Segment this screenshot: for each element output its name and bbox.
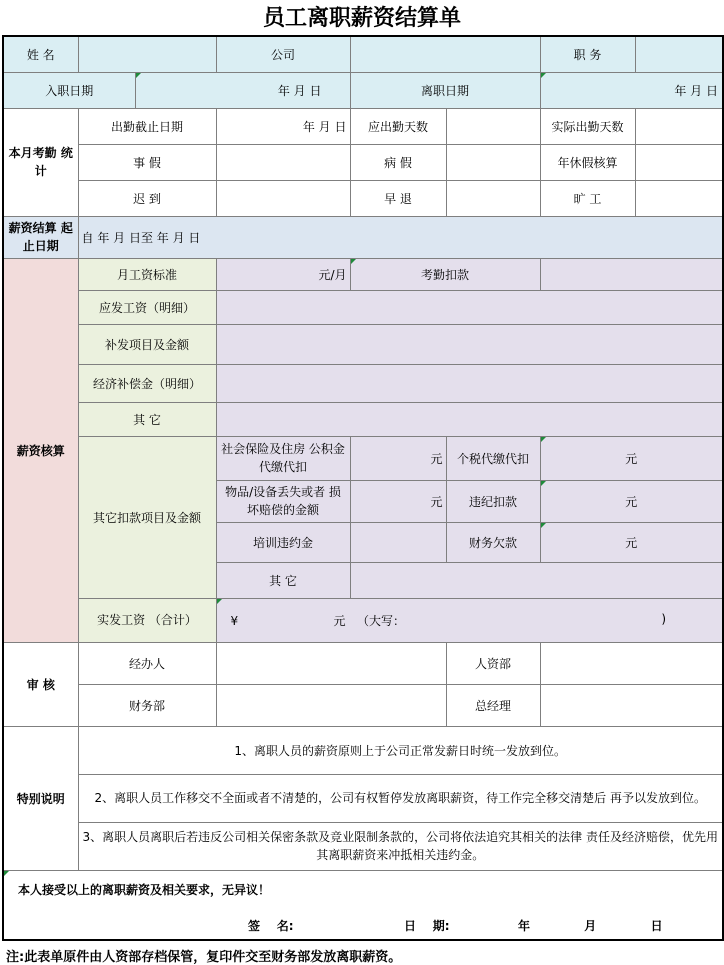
hr-label: 人资部 xyxy=(446,642,540,684)
other-deduct-label: 其它扣款项目及金额 xyxy=(78,436,216,598)
due-days-value[interactable] xyxy=(446,108,540,144)
name-value[interactable] xyxy=(78,36,216,72)
leave-date-label: 离职日期 xyxy=(350,72,540,108)
note-3: 3、离职人员离职后若违反公司相关保密条款及竞业限制条款的，公司将依法追究其相关的法律 责任及经济赔偿，优先用其离职薪资来冲抵相关违约金。 xyxy=(78,822,723,870)
notes-section-label: 特别说明 xyxy=(3,726,78,870)
position-label: 职 务 xyxy=(540,36,635,72)
period-value[interactable]: 自 年 月 日至 年 月 日 xyxy=(78,216,723,258)
net-pay-amount: ¥ 元 （大写： xyxy=(230,613,405,628)
supplement-value[interactable] xyxy=(216,324,723,364)
finance-value[interactable] xyxy=(216,684,446,726)
training-value[interactable] xyxy=(350,522,446,562)
personal-leave-value[interactable] xyxy=(216,144,350,180)
late-label: 迟 到 xyxy=(78,180,216,216)
monthly-std-value[interactable]: 元/月 xyxy=(216,258,350,290)
late-value[interactable] xyxy=(216,180,350,216)
compensation-label: 经济补偿金（明细） xyxy=(78,364,216,402)
early-leave-label: 早 退 xyxy=(350,180,446,216)
early-leave-value[interactable] xyxy=(446,180,540,216)
actual-days-label: 实际出勤天数 xyxy=(540,108,635,144)
gm-label: 总经理 xyxy=(446,684,540,726)
goods-label: 物品/设备丢失或者 损坏赔偿的金额 xyxy=(216,480,350,522)
name-label: 姓 名 xyxy=(3,36,78,72)
footer-note: 注:此表单原件由人资部存档保管，复印件交至财务部发放离职薪资。 xyxy=(6,950,402,965)
acceptance-text: 本人接受以上的离职薪资及相关要求，无异议！ xyxy=(18,882,271,897)
gm-value[interactable] xyxy=(540,684,723,726)
acceptance-block xyxy=(3,870,723,940)
join-date-label: 入职日期 xyxy=(3,72,135,108)
net-pay-label: 实发工资 （合计） xyxy=(78,598,216,642)
monthly-std-label: 月工资标准 xyxy=(78,258,216,290)
discipline-label: 违纪扣款 xyxy=(446,480,540,522)
due-days-label: 应出勤天数 xyxy=(350,108,446,144)
compensation-value[interactable] xyxy=(216,364,723,402)
company-label: 公司 xyxy=(216,36,350,72)
note-2: 2、离职人员工作移交不全面或者不清楚的，公司有权暂停发放离职薪资，待工作完全移交清楚后 再予以发放到位。 xyxy=(78,774,723,822)
goods-value[interactable]: 元 xyxy=(350,480,446,522)
sign-label: 签 名: xyxy=(248,918,294,933)
annual-leave-value[interactable] xyxy=(635,144,723,180)
net-pay-close: ) xyxy=(661,611,666,626)
cutoff-date-value[interactable]: 年 月 日 xyxy=(216,108,350,144)
actual-days-value[interactable] xyxy=(635,108,723,144)
attendance-section-label: 本月考勤 统 计 xyxy=(3,108,78,216)
attendance-deduct-label: 考勤扣款 xyxy=(350,258,540,290)
supplement-label: 补发项目及金额 xyxy=(78,324,216,364)
date-ymd: 年 月 日 xyxy=(518,918,663,933)
other-label: 其 它 xyxy=(78,402,216,436)
period-label: 薪资结算 起止日期 xyxy=(3,216,78,258)
attendance-deduct-value[interactable] xyxy=(540,258,723,290)
other2-label: 其 它 xyxy=(216,562,350,598)
payable-label: 应发工资（明细） xyxy=(78,290,216,324)
company-value[interactable] xyxy=(350,36,540,72)
tax-label: 个税代缴代扣 xyxy=(446,436,540,480)
social-label: 社会保险及住房 公积金代缴代扣 xyxy=(216,436,350,480)
finance-debt-label: 财务欠款 xyxy=(446,522,540,562)
training-label: 培训违约金 xyxy=(216,522,350,562)
salary-settlement-form xyxy=(2,35,724,941)
absent-value[interactable] xyxy=(635,180,723,216)
social-value[interactable]: 元 xyxy=(350,436,446,480)
payable-value[interactable] xyxy=(216,290,723,324)
date-label: 日 期: xyxy=(404,918,450,933)
salary-section-label: 薪资核算 xyxy=(3,258,78,642)
finance-label: 财务部 xyxy=(78,684,216,726)
note-1: 1、离职人员的薪资原则上于公司正常发薪日时统一发放到位。 xyxy=(78,726,723,774)
hr-value[interactable] xyxy=(540,642,723,684)
tax-value[interactable]: 元 xyxy=(540,436,723,480)
handler-value[interactable] xyxy=(216,642,446,684)
review-section-label: 审 核 xyxy=(3,642,78,726)
form-title: 员工离职薪资结算单 xyxy=(262,6,461,31)
other2-value[interactable] xyxy=(350,562,723,598)
handler-label: 经办人 xyxy=(78,642,216,684)
sick-leave-value[interactable] xyxy=(446,144,540,180)
other-value[interactable] xyxy=(216,402,723,436)
absent-label: 旷 工 xyxy=(540,180,635,216)
join-date-value[interactable]: 年 月 日 xyxy=(135,72,350,108)
finance-debt-value[interactable]: 元 xyxy=(540,522,723,562)
cutoff-date-label: 出勤截止日期 xyxy=(78,108,216,144)
sick-leave-label: 病 假 xyxy=(350,144,446,180)
net-pay-value[interactable] xyxy=(216,598,723,642)
discipline-value[interactable]: 元 xyxy=(540,480,723,522)
annual-leave-label: 年休假核算 xyxy=(540,144,635,180)
personal-leave-label: 事 假 xyxy=(78,144,216,180)
position-value[interactable] xyxy=(635,36,723,72)
leave-date-value[interactable]: 年 月 日 xyxy=(540,72,723,108)
